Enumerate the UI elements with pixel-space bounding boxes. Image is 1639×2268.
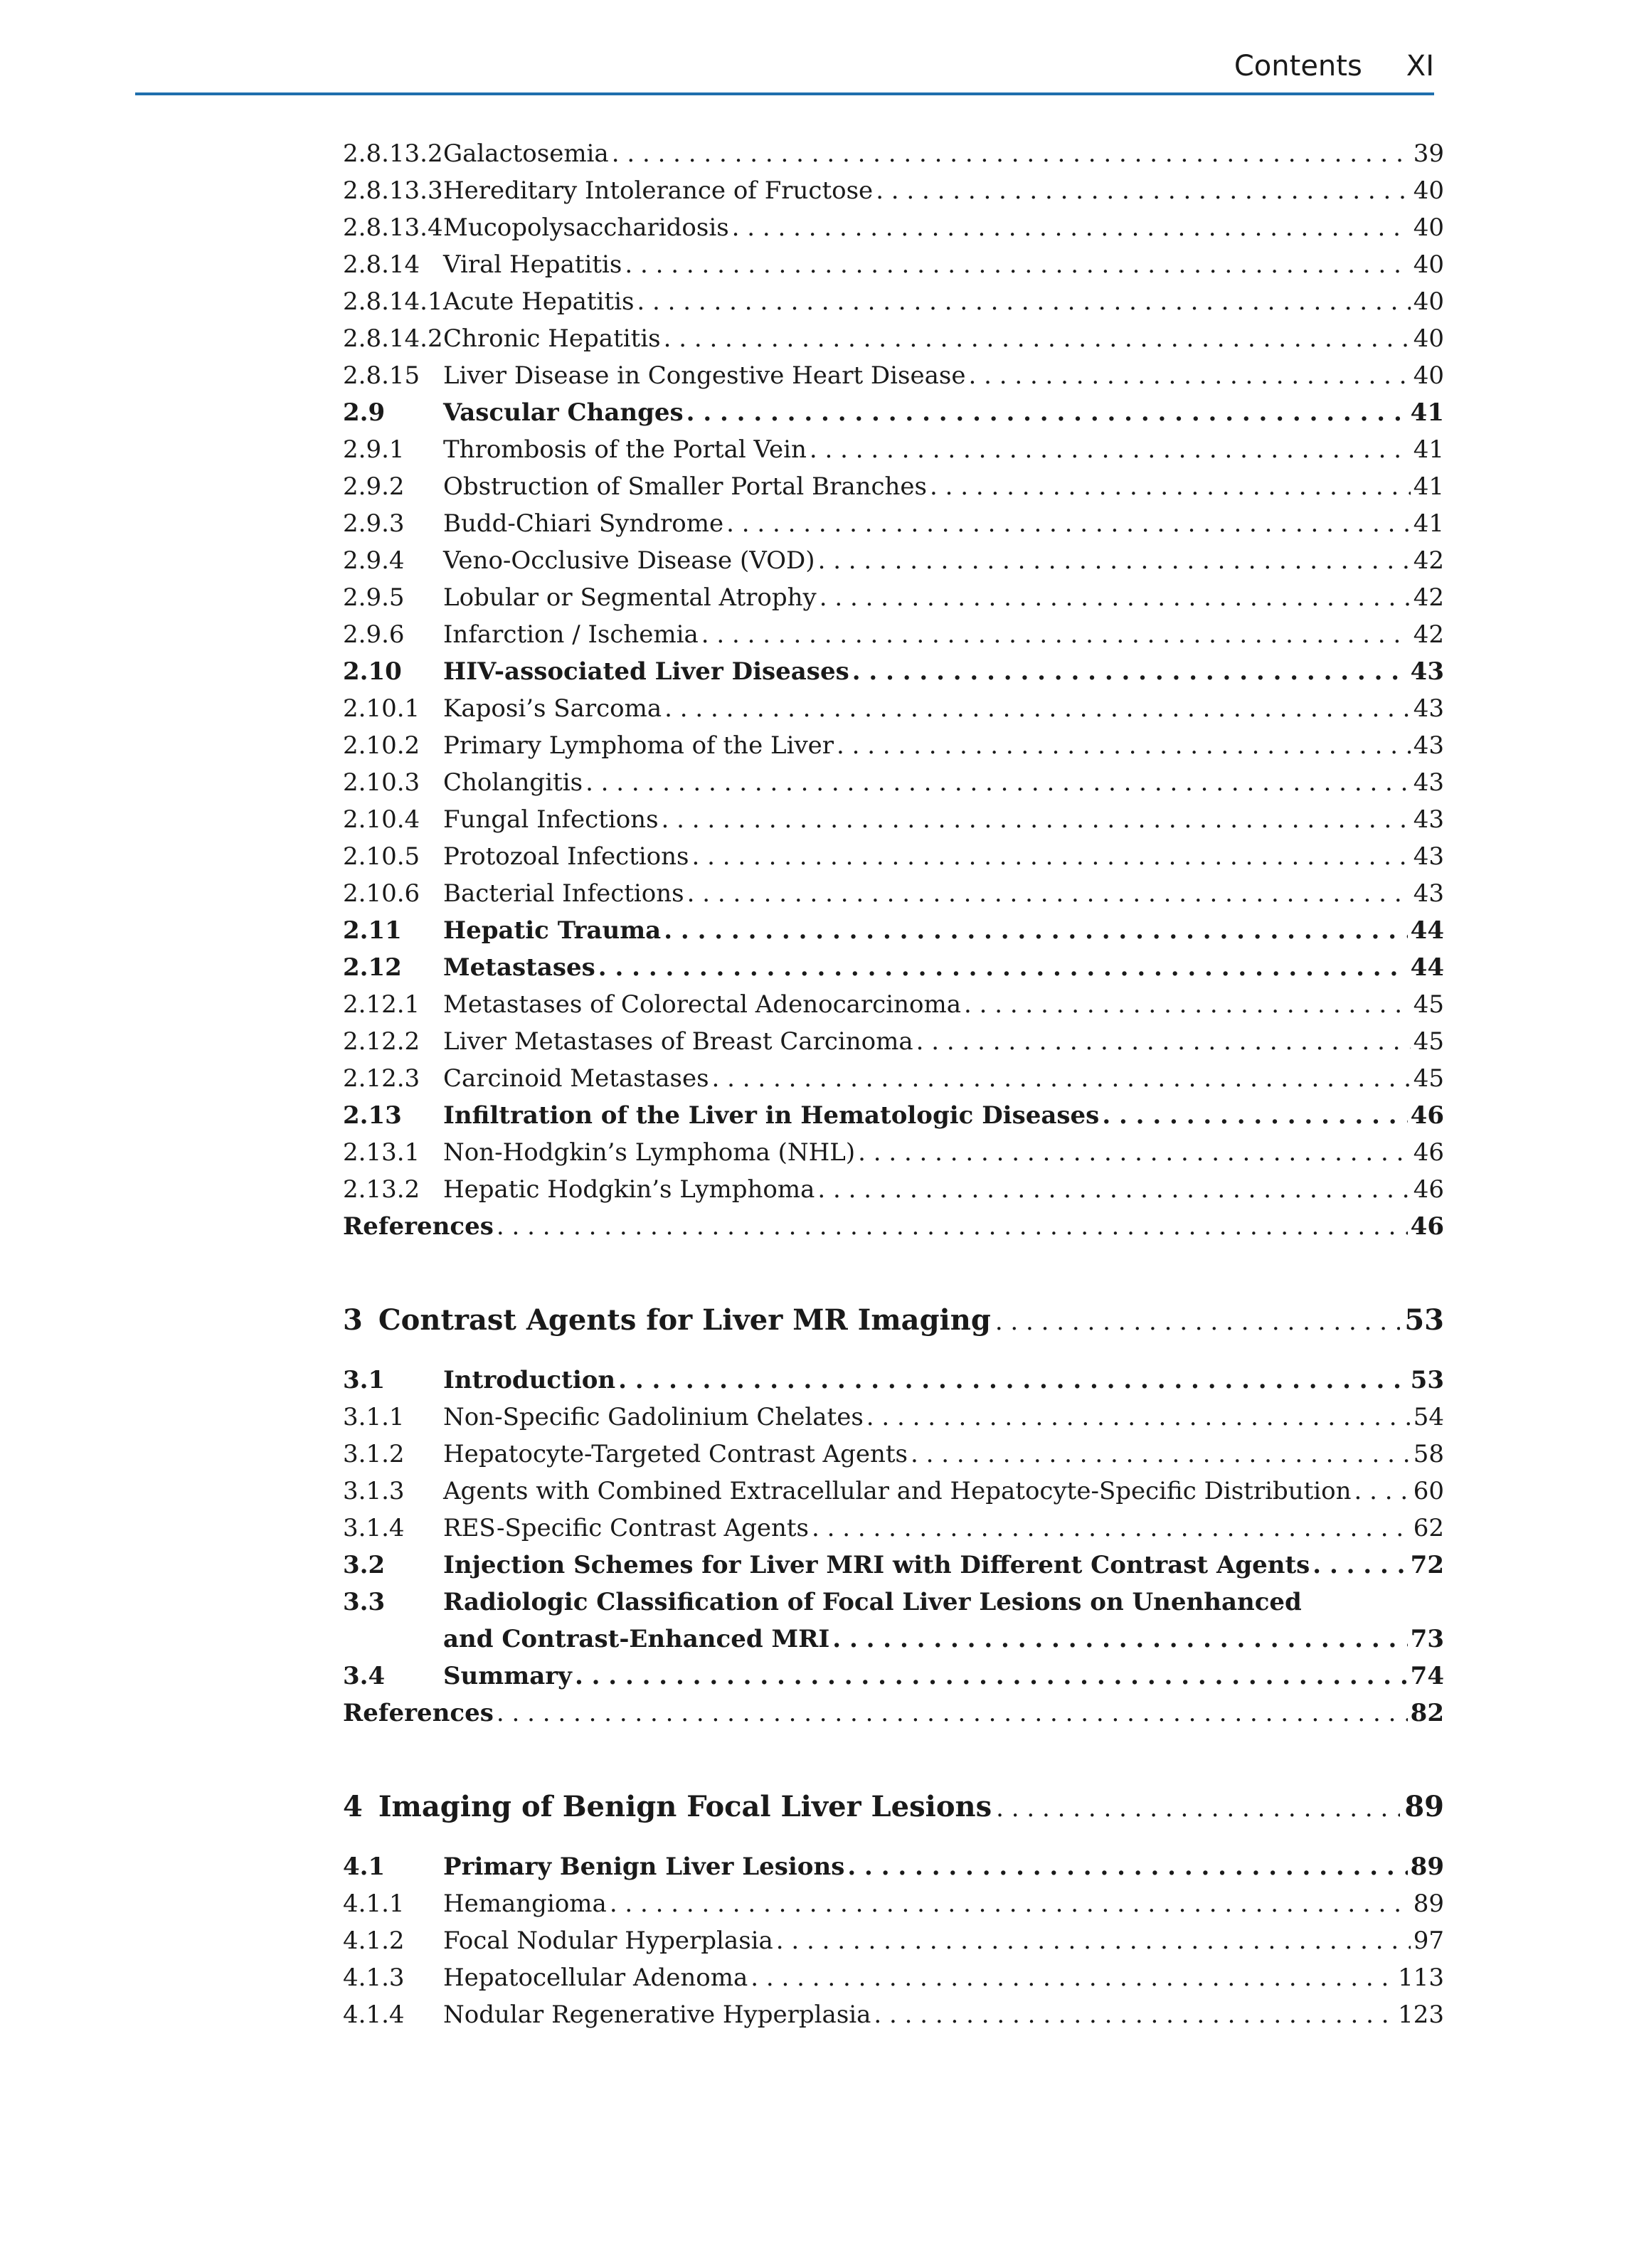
entry-number: 2.12 bbox=[343, 953, 402, 982]
entry-number: 2.8.14.2 bbox=[343, 324, 443, 353]
chapter-number: 4 bbox=[343, 1790, 363, 1823]
leader-dots bbox=[612, 135, 1411, 172]
entry-page: 42 bbox=[1413, 546, 1444, 575]
toc-entry[interactable] bbox=[343, 542, 1444, 579]
entry-title: Liver Disease in Congestive Heart Disease bbox=[443, 361, 966, 390]
references-title: References bbox=[343, 1212, 494, 1241]
leader-dots bbox=[726, 505, 1411, 542]
header-rule bbox=[135, 92, 1434, 95]
entry-page: 44 bbox=[1410, 953, 1444, 982]
toc-entry[interactable] bbox=[343, 505, 1444, 542]
leader-dots bbox=[812, 1510, 1411, 1547]
toc-entry[interactable] bbox=[343, 1510, 1444, 1547]
entry-number: 2.8.13.4 bbox=[343, 213, 443, 242]
entry-number: 4.1 bbox=[343, 1853, 386, 1881]
leader-dots bbox=[776, 1922, 1411, 1959]
toc-entry-3-3-line1[interactable] bbox=[343, 1584, 1444, 1621]
toc-entry[interactable] bbox=[343, 431, 1444, 468]
leader-dots bbox=[712, 1060, 1411, 1097]
toc-entry[interactable] bbox=[343, 1996, 1444, 2033]
leader-dots bbox=[1354, 1473, 1411, 1510]
table-of-contents bbox=[343, 135, 1444, 2033]
leader-dots bbox=[810, 431, 1411, 468]
toc-entry[interactable] bbox=[343, 1399, 1444, 1436]
leader-dots bbox=[664, 690, 1411, 727]
leader-dots bbox=[837, 727, 1411, 764]
entry-number: 2.9.4 bbox=[343, 546, 405, 575]
entry-title: Obstruction of Smaller Portal Branches bbox=[443, 472, 927, 501]
entry-title: Introduction bbox=[443, 1366, 616, 1394]
entry-number: 2.10.4 bbox=[343, 805, 420, 834]
entry-number: 4.1.4 bbox=[343, 2001, 405, 2029]
entry-title: Thrombosis of the Portal Vein bbox=[443, 435, 807, 464]
entry-number: 2.10.3 bbox=[343, 768, 420, 797]
leader-dots bbox=[637, 283, 1410, 320]
entry-page: 43 bbox=[1413, 731, 1444, 760]
entry-number: 2.8.13.3 bbox=[343, 176, 443, 205]
toc-entry[interactable] bbox=[343, 1922, 1444, 1959]
entry-number: 2.13 bbox=[343, 1101, 402, 1130]
entry-title: Veno-Occlusive Disease (VOD) bbox=[443, 546, 815, 575]
entry-number: 2.12.2 bbox=[343, 1027, 420, 1056]
entry-title: Hemangioma bbox=[443, 1890, 607, 1918]
leader-dots bbox=[610, 1885, 1411, 1922]
entry-title: Protozoal Infections bbox=[443, 842, 689, 871]
leader-dots bbox=[732, 209, 1411, 246]
entry-page: 72 bbox=[1410, 1551, 1444, 1579]
entry-page: 89 bbox=[1413, 1890, 1444, 1918]
toc-entry[interactable] bbox=[343, 1885, 1444, 1922]
toc-entry[interactable] bbox=[343, 986, 1444, 1023]
entry-title: Liver Metastases of Breast Carcinoma bbox=[443, 1027, 913, 1056]
entry-title: Hepatic Trauma bbox=[443, 916, 662, 945]
leader-dots bbox=[876, 172, 1411, 209]
entry-page: 42 bbox=[1413, 620, 1444, 649]
header-page-number: XI bbox=[1406, 50, 1434, 83]
entry-number: 3.3 bbox=[343, 1588, 386, 1616]
entry-number: 2.9.6 bbox=[343, 620, 405, 649]
entry-page: 73 bbox=[1410, 1625, 1444, 1653]
entry-page: 41 bbox=[1413, 472, 1444, 501]
toc-entry[interactable] bbox=[343, 1436, 1444, 1473]
entry-page: 46 bbox=[1413, 1175, 1444, 1204]
entry-page: 54 bbox=[1413, 1403, 1444, 1431]
entry-number: 2.10.5 bbox=[343, 842, 420, 871]
toc-entry-3-4[interactable] bbox=[343, 1658, 1444, 1695]
leader-dots bbox=[598, 949, 1408, 986]
entry-title: RES-Specific Contrast Agents bbox=[443, 1514, 810, 1542]
leader-dots bbox=[847, 1848, 1407, 1885]
toc-entry[interactable] bbox=[343, 579, 1444, 616]
references-entry[interactable] bbox=[343, 1208, 1444, 1245]
running-header bbox=[135, 46, 1434, 95]
toc-entry[interactable] bbox=[343, 801, 1444, 838]
entry-page: 43 bbox=[1413, 805, 1444, 834]
toc-entry[interactable] bbox=[343, 1171, 1444, 1208]
entry-title: HIV-associated Liver Diseases bbox=[443, 657, 849, 686]
entry-number: 2.9.5 bbox=[343, 583, 405, 612]
entry-page: 46 bbox=[1413, 1138, 1444, 1167]
toc-entry[interactable] bbox=[343, 1097, 1444, 1134]
leader-dots bbox=[497, 1208, 1408, 1245]
toc-entry[interactable] bbox=[343, 727, 1444, 764]
leader-dots bbox=[930, 468, 1411, 505]
entry-title: Fungal Infections bbox=[443, 805, 659, 834]
leader-dots bbox=[858, 1134, 1411, 1171]
leader-dots bbox=[1312, 1547, 1407, 1584]
entry-title: Hepatocellular Adenoma bbox=[443, 1964, 748, 1992]
chapter-4-heading[interactable] bbox=[343, 1786, 1444, 1828]
entry-page: 40 bbox=[1413, 361, 1444, 390]
entry-number: 2.10.6 bbox=[343, 879, 420, 908]
toc-entry[interactable] bbox=[343, 764, 1444, 801]
chapter-3-heading[interactable] bbox=[343, 1299, 1444, 1342]
entry-title: Infiltration of the Liver in Hematologic Diseases bbox=[443, 1101, 1100, 1130]
entry-title: Cholangitis bbox=[443, 768, 583, 797]
chapter-title: Imaging of Benign Focal Liver Lesions bbox=[378, 1790, 992, 1823]
toc-entry[interactable] bbox=[343, 394, 1444, 431]
chapter-title: Contrast Agents for Liver MR Imaging bbox=[378, 1303, 991, 1337]
leader-dots bbox=[911, 1436, 1411, 1473]
entry-page: 113 bbox=[1398, 1964, 1444, 1992]
entry-number: 3.4 bbox=[343, 1662, 386, 1690]
leader-dots bbox=[692, 838, 1411, 875]
toc-entry[interactable] bbox=[343, 653, 1444, 690]
toc-entry[interactable] bbox=[343, 283, 1444, 320]
entry-number: 2.10.2 bbox=[343, 731, 420, 760]
entry-page: 42 bbox=[1413, 583, 1444, 612]
entry-title: Lobular or Segmental Atrophy bbox=[443, 583, 817, 612]
leader-dots bbox=[916, 1023, 1411, 1060]
entry-number: 3.1.2 bbox=[343, 1440, 405, 1468]
toc-entry[interactable] bbox=[343, 1959, 1444, 1996]
toc-entry[interactable] bbox=[343, 172, 1444, 209]
references-page: 46 bbox=[1410, 1212, 1444, 1241]
entry-title: Hepatocyte-Targeted Contrast Agents bbox=[443, 1440, 908, 1468]
entry-page: 41 bbox=[1410, 398, 1444, 427]
entry-title: Primary Benign Liver Lesions bbox=[443, 1853, 845, 1881]
leader-dots bbox=[618, 1362, 1408, 1399]
leader-dots bbox=[832, 1621, 1407, 1658]
entry-page: 53 bbox=[1410, 1366, 1444, 1394]
entry-title: Injection Schemes for Liver MRI with Different Contrast Agents bbox=[443, 1551, 1310, 1579]
entry-number: 2.10 bbox=[343, 657, 402, 686]
entry-page: 123 bbox=[1398, 2001, 1444, 2029]
entry-page: 43 bbox=[1413, 694, 1444, 723]
entry-page: 41 bbox=[1413, 509, 1444, 538]
entry-page: 43 bbox=[1413, 842, 1444, 871]
entry-title: Radiologic Classification of Focal Liver Lesions on Unenhanced bbox=[443, 1588, 1302, 1616]
toc-entry[interactable] bbox=[343, 468, 1444, 505]
entry-number: 3.1.4 bbox=[343, 1514, 405, 1542]
toc-entry[interactable] bbox=[343, 949, 1444, 986]
entry-number: 2.13.2 bbox=[343, 1175, 420, 1204]
leader-dots bbox=[866, 1399, 1411, 1436]
toc-section-chapter2 bbox=[343, 135, 1444, 1208]
toc-entry[interactable] bbox=[343, 838, 1444, 875]
entry-title: Metastases bbox=[443, 953, 595, 982]
entry-number: 4.1.1 bbox=[343, 1890, 405, 1918]
entry-page: 62 bbox=[1413, 1514, 1444, 1542]
leader-dots bbox=[995, 1300, 1401, 1343]
entry-page: 97 bbox=[1413, 1927, 1444, 1955]
entry-title: Agents with Combined Extracellular and Hepatocyte-Specific Distribution bbox=[443, 1477, 1352, 1505]
chapter-page: 53 bbox=[1404, 1303, 1444, 1337]
toc-entry-3-3-line2[interactable] bbox=[343, 1621, 1444, 1658]
toc-entry[interactable] bbox=[343, 1060, 1444, 1097]
leader-dots bbox=[817, 1171, 1410, 1208]
toc-entry[interactable] bbox=[343, 246, 1444, 283]
entry-title: Chronic Hepatitis bbox=[443, 324, 661, 353]
leader-dots bbox=[585, 764, 1411, 801]
leader-dots bbox=[1102, 1097, 1407, 1134]
entry-page: 40 bbox=[1413, 213, 1444, 242]
toc-entry[interactable] bbox=[343, 1023, 1444, 1060]
leader-dots bbox=[701, 616, 1411, 653]
entry-page: 45 bbox=[1413, 1064, 1444, 1093]
toc-section-chapter3 bbox=[343, 1362, 1444, 1584]
entry-title: Focal Nodular Hyperplasia bbox=[443, 1927, 773, 1955]
entry-title: Acute Hepatitis bbox=[443, 287, 635, 316]
entry-title: Hepatic Hodgkin’s Lymphoma bbox=[443, 1175, 815, 1204]
toc-entry[interactable] bbox=[343, 875, 1444, 912]
leader-dots bbox=[662, 801, 1411, 838]
entry-title: Hereditary Intolerance of Fructose bbox=[443, 176, 874, 205]
entry-title: Carcinoid Metastases bbox=[443, 1064, 709, 1093]
entry-number: 2.9.3 bbox=[343, 509, 405, 538]
entry-title: Metastases of Colorectal Adenocarcinoma bbox=[443, 990, 961, 1019]
entry-page: 43 bbox=[1413, 879, 1444, 908]
entry-title: Nodular Regenerative Hyperplasia bbox=[443, 2001, 871, 2029]
leader-dots bbox=[686, 394, 1408, 431]
entry-title: Galactosemia bbox=[443, 139, 609, 168]
entry-title-continued: and Contrast-Enhanced MRI bbox=[443, 1625, 830, 1653]
entry-number: 2.13.1 bbox=[343, 1138, 420, 1167]
entry-page: 60 bbox=[1413, 1477, 1444, 1505]
entry-number: 3.1.3 bbox=[343, 1477, 405, 1505]
leader-dots bbox=[818, 542, 1411, 579]
entry-title: Bacterial Infections bbox=[443, 879, 684, 908]
leader-dots bbox=[664, 912, 1407, 949]
entry-number: 2.8.14.1 bbox=[343, 287, 443, 316]
entry-page: 40 bbox=[1413, 324, 1444, 353]
entry-number: 2.8.15 bbox=[343, 361, 420, 390]
toc-entry[interactable] bbox=[343, 357, 1444, 394]
leader-dots bbox=[968, 357, 1410, 394]
references-entry[interactable] bbox=[343, 1695, 1444, 1732]
leader-dots bbox=[964, 986, 1411, 1023]
entry-page: 46 bbox=[1410, 1101, 1444, 1130]
entry-number: 2.9.2 bbox=[343, 472, 405, 501]
entry-title: Vascular Changes bbox=[443, 398, 684, 427]
entry-page: 40 bbox=[1413, 250, 1444, 279]
chapter-page: 89 bbox=[1404, 1790, 1444, 1823]
entry-title: Kaposi’s Sarcoma bbox=[443, 694, 662, 723]
leader-dots bbox=[625, 246, 1410, 283]
toc-entry[interactable] bbox=[343, 320, 1444, 357]
entry-number: 4.1.3 bbox=[343, 1964, 405, 1992]
leader-dots bbox=[750, 1959, 1395, 1996]
leader-dots bbox=[820, 579, 1411, 616]
entry-number: 3.1.1 bbox=[343, 1403, 405, 1431]
entry-page: 43 bbox=[1413, 768, 1444, 797]
entry-number: 2.9 bbox=[343, 398, 386, 427]
entry-page: 40 bbox=[1413, 176, 1444, 205]
entry-page: 39 bbox=[1413, 139, 1444, 168]
entry-title: Viral Hepatitis bbox=[443, 250, 622, 279]
leader-dots bbox=[497, 1695, 1408, 1732]
entry-page: 44 bbox=[1410, 916, 1444, 945]
entry-title: Primary Lymphoma of the Liver bbox=[443, 731, 834, 760]
leader-dots bbox=[575, 1658, 1408, 1695]
leader-dots bbox=[874, 1996, 1395, 2033]
toc-entry[interactable] bbox=[343, 135, 1444, 172]
header-section-label: Contents bbox=[1234, 50, 1362, 83]
chapter-number: 3 bbox=[343, 1303, 363, 1337]
entry-page: 58 bbox=[1413, 1440, 1444, 1468]
entry-number: 2.8.14 bbox=[343, 250, 420, 279]
entry-number: 2.10.1 bbox=[343, 694, 420, 723]
entry-number: 3.2 bbox=[343, 1551, 386, 1579]
toc-section-chapter4 bbox=[343, 1848, 1444, 2033]
entry-number: 2.12.3 bbox=[343, 1064, 420, 1093]
entry-title: Infarction / Ischemia bbox=[443, 620, 699, 649]
entry-number: 2.12.1 bbox=[343, 990, 420, 1019]
toc-entry[interactable] bbox=[343, 1547, 1444, 1584]
leader-dots bbox=[664, 320, 1411, 357]
entry-title: Summary bbox=[443, 1662, 572, 1690]
entry-page: 43 bbox=[1410, 657, 1444, 686]
entry-number: 2.9.1 bbox=[343, 435, 405, 464]
toc-entry[interactable] bbox=[343, 209, 1444, 246]
toc-entry[interactable] bbox=[343, 912, 1444, 949]
toc-entry[interactable] bbox=[343, 1848, 1444, 1885]
entry-page: 40 bbox=[1413, 287, 1444, 316]
entry-page: 89 bbox=[1410, 1853, 1444, 1881]
leader-dots bbox=[852, 653, 1408, 690]
leader-dots bbox=[996, 1787, 1400, 1830]
references-page: 82 bbox=[1410, 1699, 1444, 1727]
entry-number: 4.1.2 bbox=[343, 1927, 405, 1955]
leader-dots bbox=[687, 875, 1411, 912]
entry-page: 45 bbox=[1413, 1027, 1444, 1056]
toc-entry[interactable] bbox=[343, 1362, 1444, 1399]
toc-entry[interactable] bbox=[343, 690, 1444, 727]
toc-entry[interactable] bbox=[343, 1473, 1444, 1510]
entry-page: 74 bbox=[1410, 1662, 1444, 1690]
references-title: References bbox=[343, 1699, 494, 1727]
entry-title: Mucopolysaccharidosis bbox=[443, 213, 729, 242]
header-text bbox=[1234, 50, 1434, 83]
entry-title: Non-Hodgkin’s Lymphoma (NHL) bbox=[443, 1138, 856, 1167]
entry-title: Budd-Chiari Syndrome bbox=[443, 509, 724, 538]
entry-number: 2.11 bbox=[343, 916, 402, 945]
entry-page: 41 bbox=[1413, 435, 1444, 464]
toc-entry[interactable] bbox=[343, 1134, 1444, 1171]
toc-entry[interactable] bbox=[343, 616, 1444, 653]
entry-number: 3.1 bbox=[343, 1366, 386, 1394]
entry-number: 2.8.13.2 bbox=[343, 139, 443, 168]
entry-title: Non-Specific Gadolinium Chelates bbox=[443, 1403, 864, 1431]
entry-page: 45 bbox=[1413, 990, 1444, 1019]
